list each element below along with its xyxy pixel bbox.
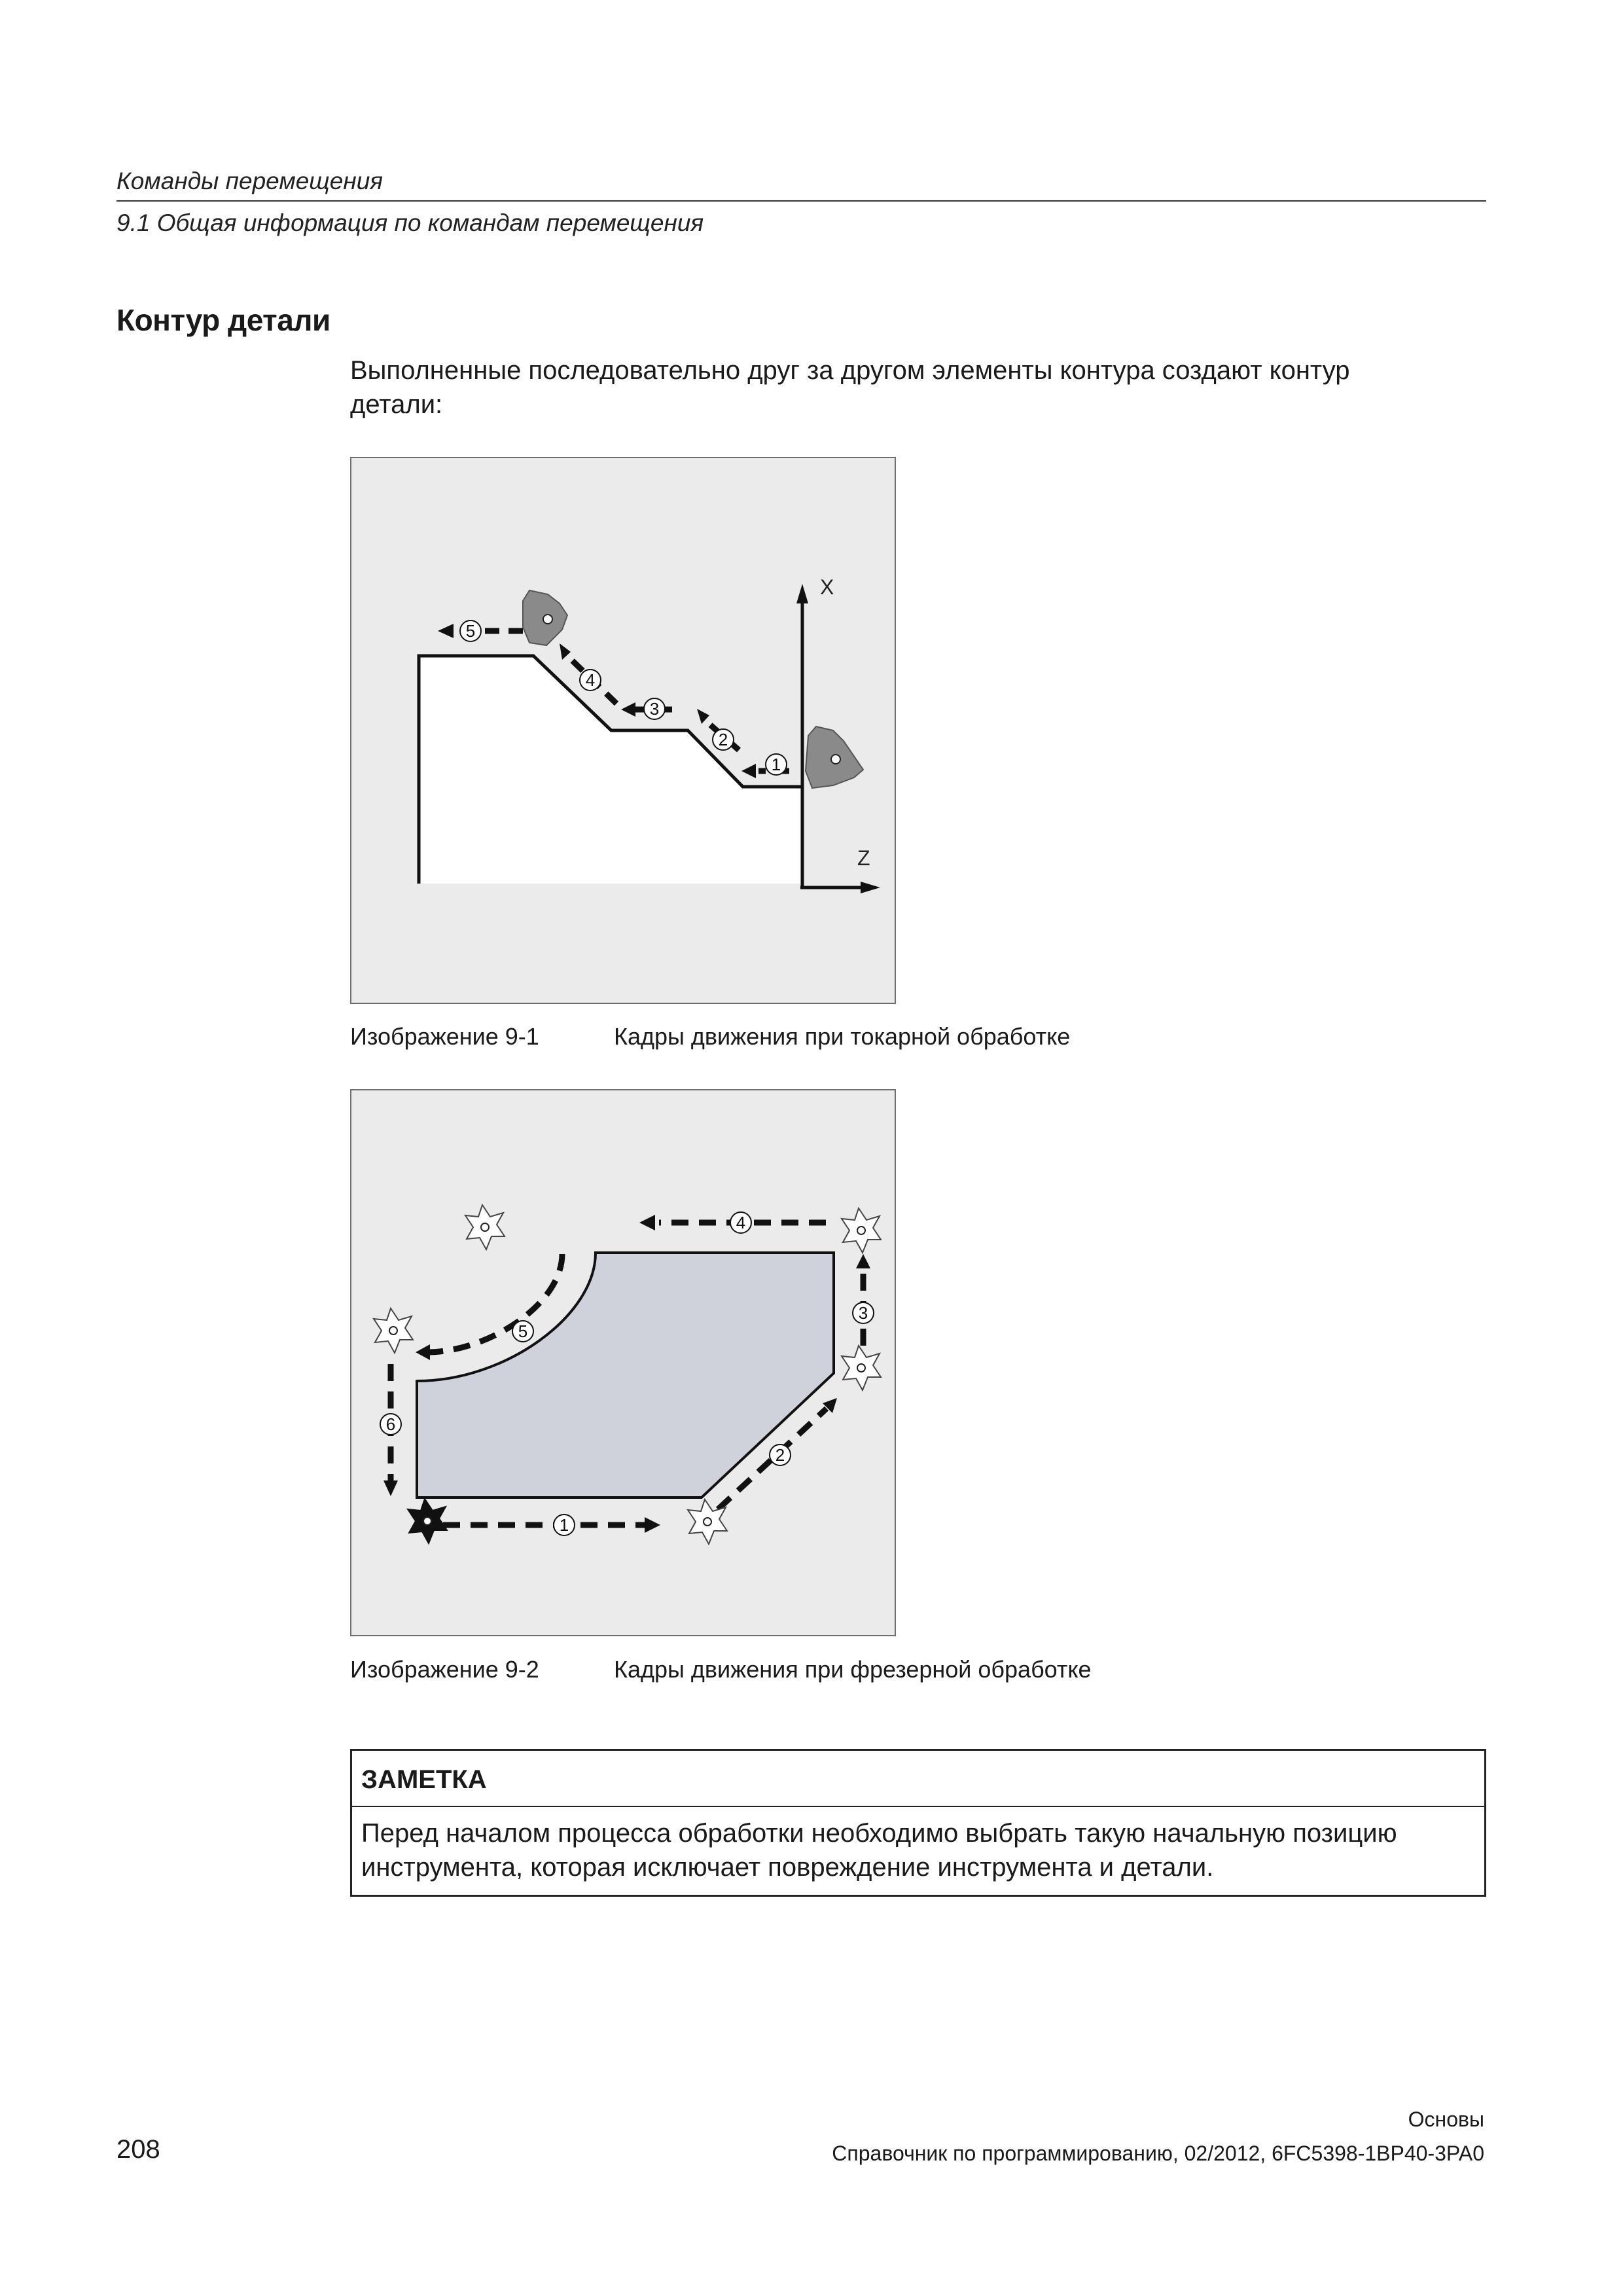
figure2-caption-text: Кадры движения при фрезерной обработке [614,1656,1092,1683]
section-title: Контур детали [116,303,330,337]
note-line-1: Перед началом процесса обработки необходимо выбрать такую начальную позицию [361,1819,1397,1848]
turning-step-3: 3 [649,699,660,719]
milling-step-3: 3 [858,1303,868,1323]
chapter-header: Команды перемещения [116,168,383,194]
milling-arrow-4 [639,1215,655,1230]
turning-step-5: 5 [465,621,476,641]
x-axis-arrow [796,584,808,603]
turning-arrow-3 [621,702,635,717]
footer-doc-info: Справочник по программированию, 02/2012, 6FC5398-1BP40-3PA0 [832,2142,1484,2165]
milling-tool-a-center [389,1327,397,1335]
header-rule [116,200,1486,202]
figure1-caption-text: Кадры движения при токарной обработке [614,1023,1071,1050]
milling-tool-c-center [857,1227,865,1234]
footer-book-title: Основы [1408,2108,1484,2131]
note-box [350,1749,1486,1897]
milling-step-1: 1 [559,1515,569,1535]
figure-milling [350,1089,896,1636]
milling-arrow-3 [856,1254,870,1268]
turning-arrow-4 [560,643,571,660]
milling-tool-start-center [423,1517,431,1525]
milling-step-6: 6 [385,1414,396,1434]
turning-diagram [351,458,895,1003]
figure2-caption-number: Изображение 9-2 [350,1656,539,1683]
milling-step-2: 2 [775,1445,785,1465]
note-title: ЗАМЕТКА [361,1765,487,1794]
section-header: 9.1 Общая информация по командам перемещения [116,209,704,236]
milling-diagram [351,1090,895,1635]
z-axis-arrow [861,882,880,893]
note-line-2: инструмента, которая исключает повреждение инструмента и детали. [361,1853,1214,1882]
milling-tool-d-center [857,1364,865,1372]
milling-tool-e-center [704,1518,711,1526]
turning-step-2: 2 [718,730,728,749]
milling-arrow-5 [416,1344,430,1360]
figure-turning [350,457,896,1004]
milling-step-4: 4 [736,1213,746,1232]
turning-arrow-2 [697,709,709,724]
milling-arrow-1 [645,1517,660,1533]
milling-arrow-6 [383,1480,398,1496]
turning-step-1: 1 [771,755,781,774]
turning-step-4: 4 [585,670,596,690]
intro-line-1: Выполненные последовательно друг за другом элементы контура создают контур [350,356,1350,385]
turning-tool-start-center [831,755,840,764]
turning-arrow-1 [741,764,756,778]
page-number: 208 [116,2135,160,2164]
note-header [352,1751,1484,1807]
x-axis-label: X [820,575,834,599]
turning-tool-end-center [543,615,552,624]
figure1-caption-number: Изображение 9-1 [350,1023,539,1050]
turning-arrow-5 [438,624,454,638]
milling-step-5: 5 [518,1321,528,1341]
z-axis-label: Z [857,846,870,870]
milling-tool-b-center [481,1223,489,1231]
note-text [361,1816,1474,1884]
intro-line-2: детали: [350,390,443,419]
intro-paragraph [350,353,1486,422]
